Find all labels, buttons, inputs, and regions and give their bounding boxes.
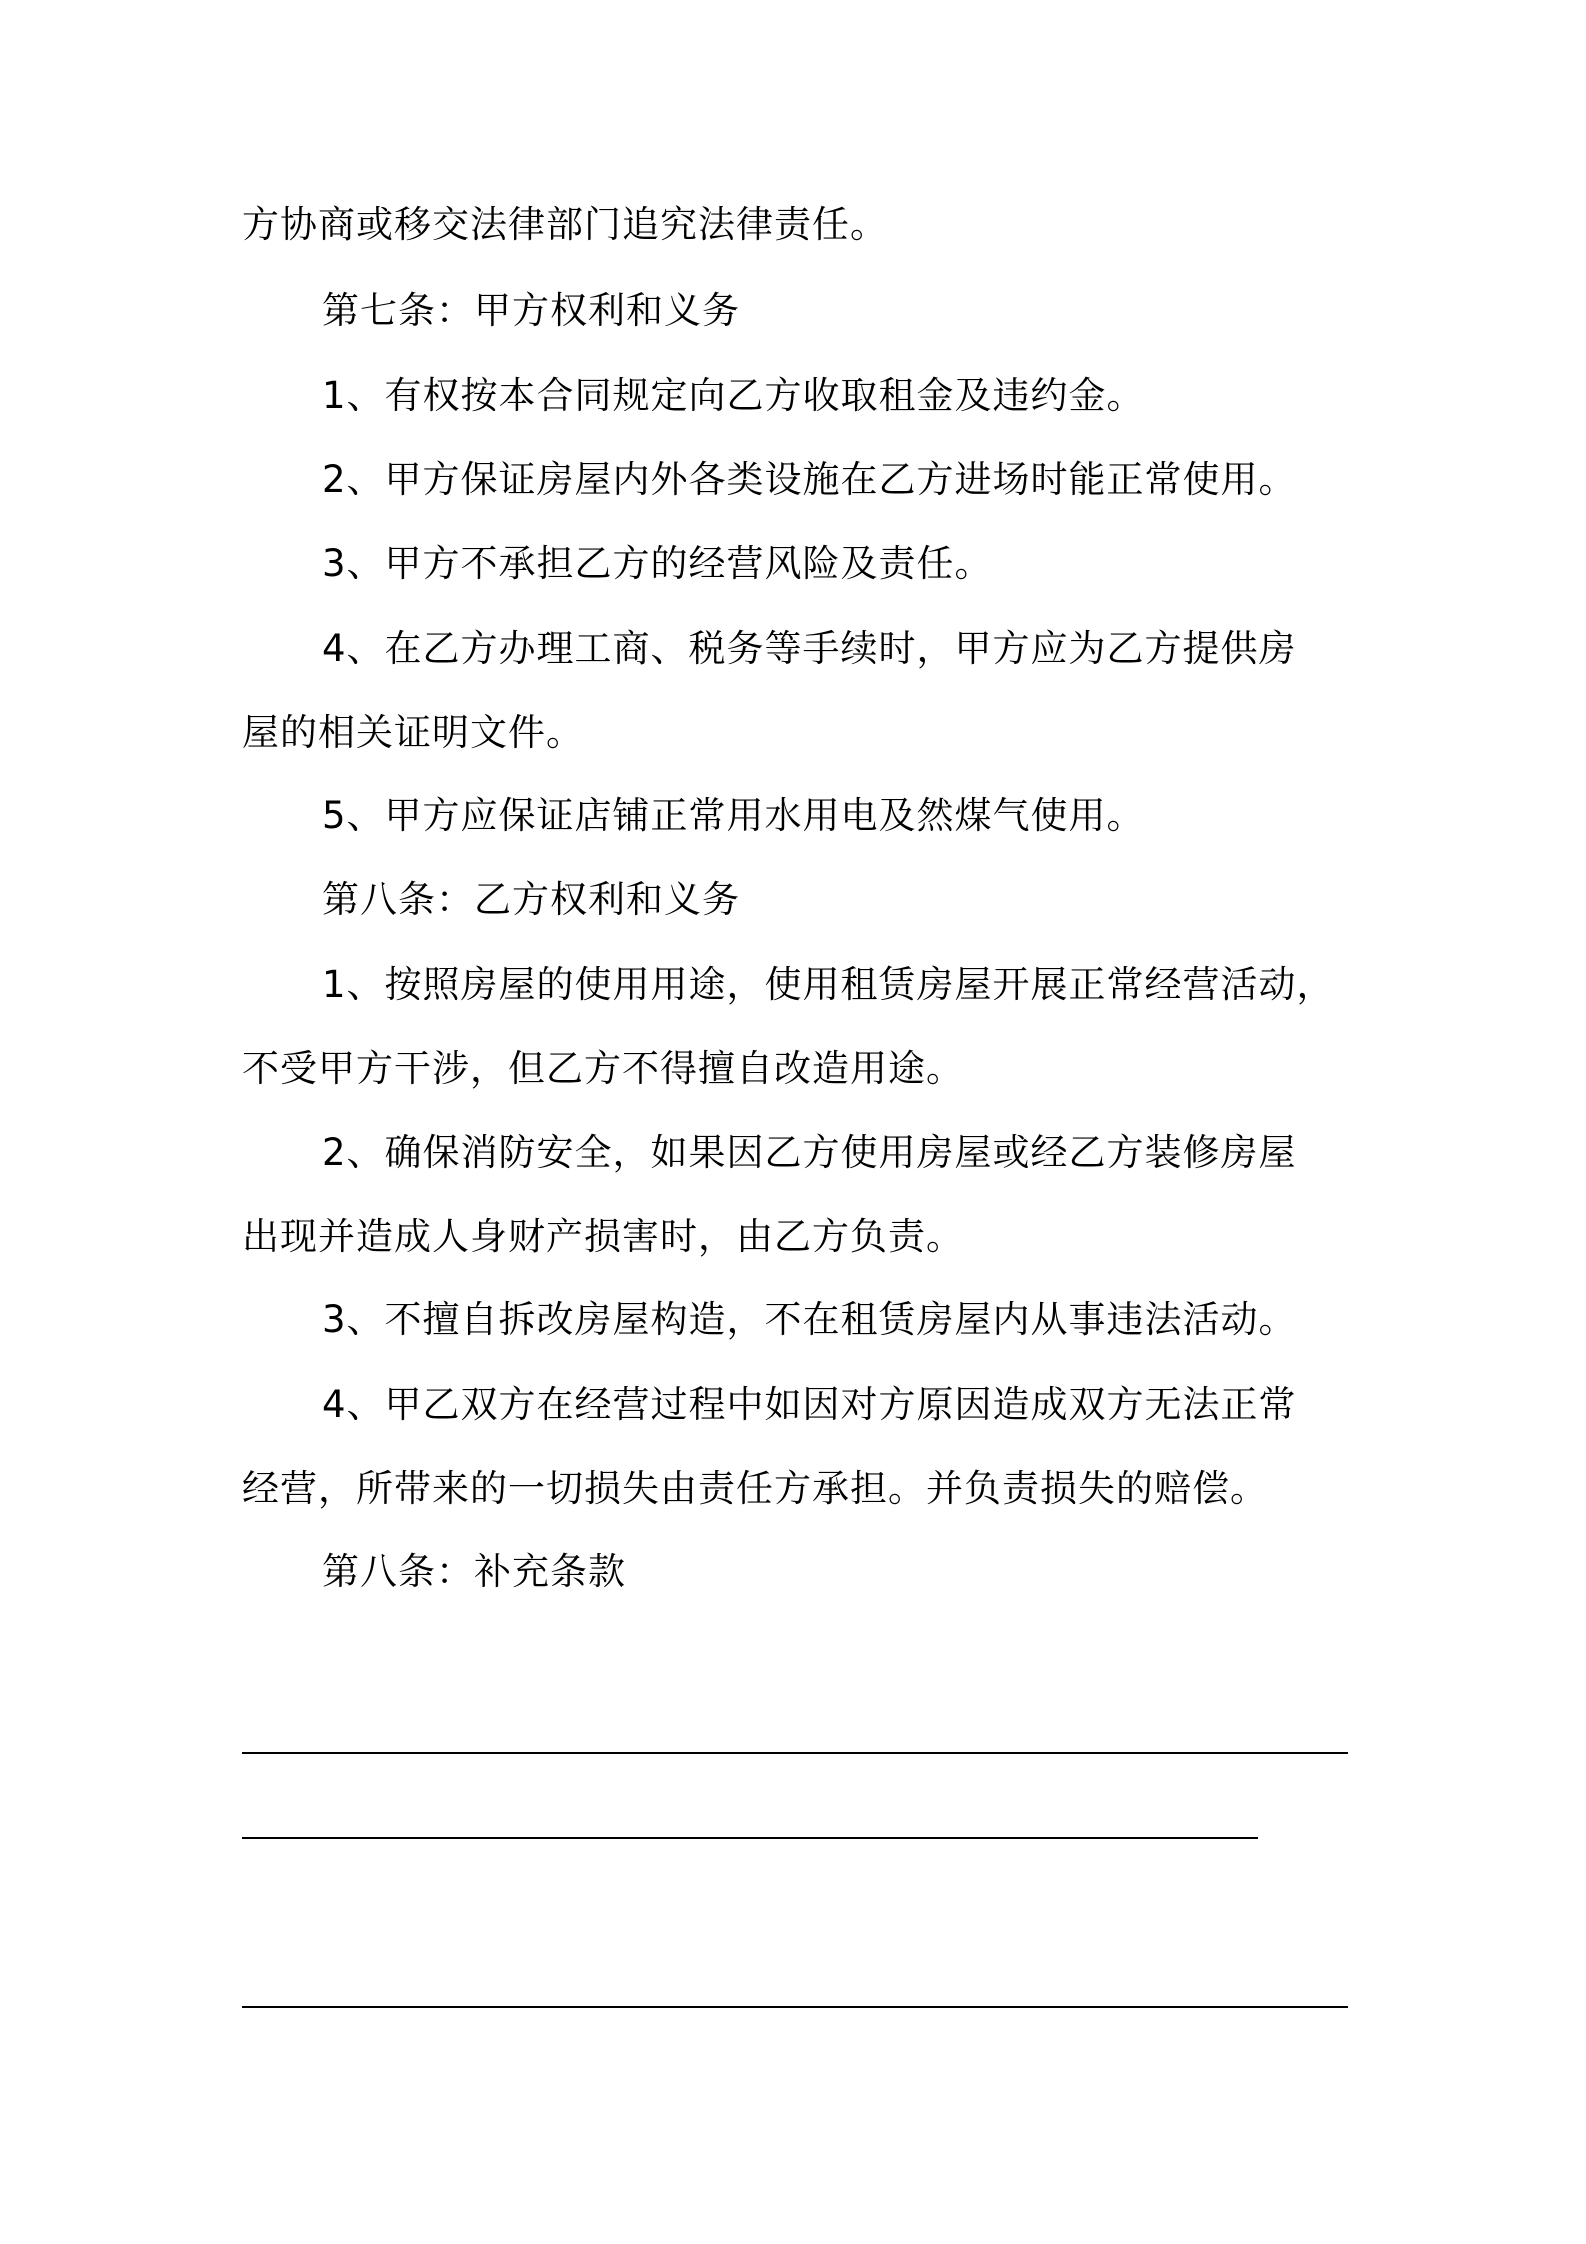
paragraph-continuation: 方协商或移交法律部门追究法律责任。	[242, 203, 888, 246]
article-7-item-1: 1、有权按本合同规定向乙方收取租金及违约金。	[322, 374, 1145, 417]
article-7-item-3: 3、甲方不承担乙方的经营风险及责任。	[322, 542, 993, 585]
article-7-item-4: 4、在乙方办理工商、税务等手续时，甲方应为乙方提供房	[322, 627, 1297, 670]
article-8-item-4: 4、甲乙双方在经营过程中如因对方原因造成双方无法正常	[322, 1383, 1297, 1426]
article-8-item-1: 1、按照房屋的使用用途，使用租赁房屋开展正常经营活动，	[322, 963, 1335, 1006]
article-8-item-2: 2、确保消防安全，如果因乙方使用房屋或经乙方装修房屋	[322, 1131, 1297, 1174]
article-8-item-4-continuation: 经营，所带来的一切损失由责任方承担。并负责损失的赔偿。	[242, 1467, 1268, 1510]
article-8-item-1-continuation: 不受甲方干涉，但乙方不得擅自改造用途。	[242, 1047, 964, 1090]
article-7-heading: 第七条：甲方权利和义务	[322, 289, 740, 332]
fill-in-blank-line-2	[242, 1837, 1258, 1839]
article-7-item-4-continuation: 屋的相关证明文件。	[242, 711, 584, 754]
article-7-item-5: 5、甲方应保证店铺正常用水用电及然煤气使用。	[322, 794, 1145, 837]
article-7-item-2: 2、甲方保证房屋内外各类设施在乙方进场时能正常使用。	[322, 458, 1297, 501]
article-8-item-3: 3、不擅自拆改房屋构造，不在租赁房屋内从事违法活动。	[322, 1298, 1297, 1341]
supplementary-terms-heading: 第八条：补充条款	[322, 1550, 626, 1593]
fill-in-blank-line-3	[242, 2006, 1348, 2008]
article-8-heading: 第八条：乙方权利和义务	[322, 878, 740, 921]
article-8-item-2-continuation: 出现并造成人身财产损害时，由乙方负责。	[242, 1215, 964, 1258]
fill-in-blank-line-1	[242, 1752, 1348, 1754]
